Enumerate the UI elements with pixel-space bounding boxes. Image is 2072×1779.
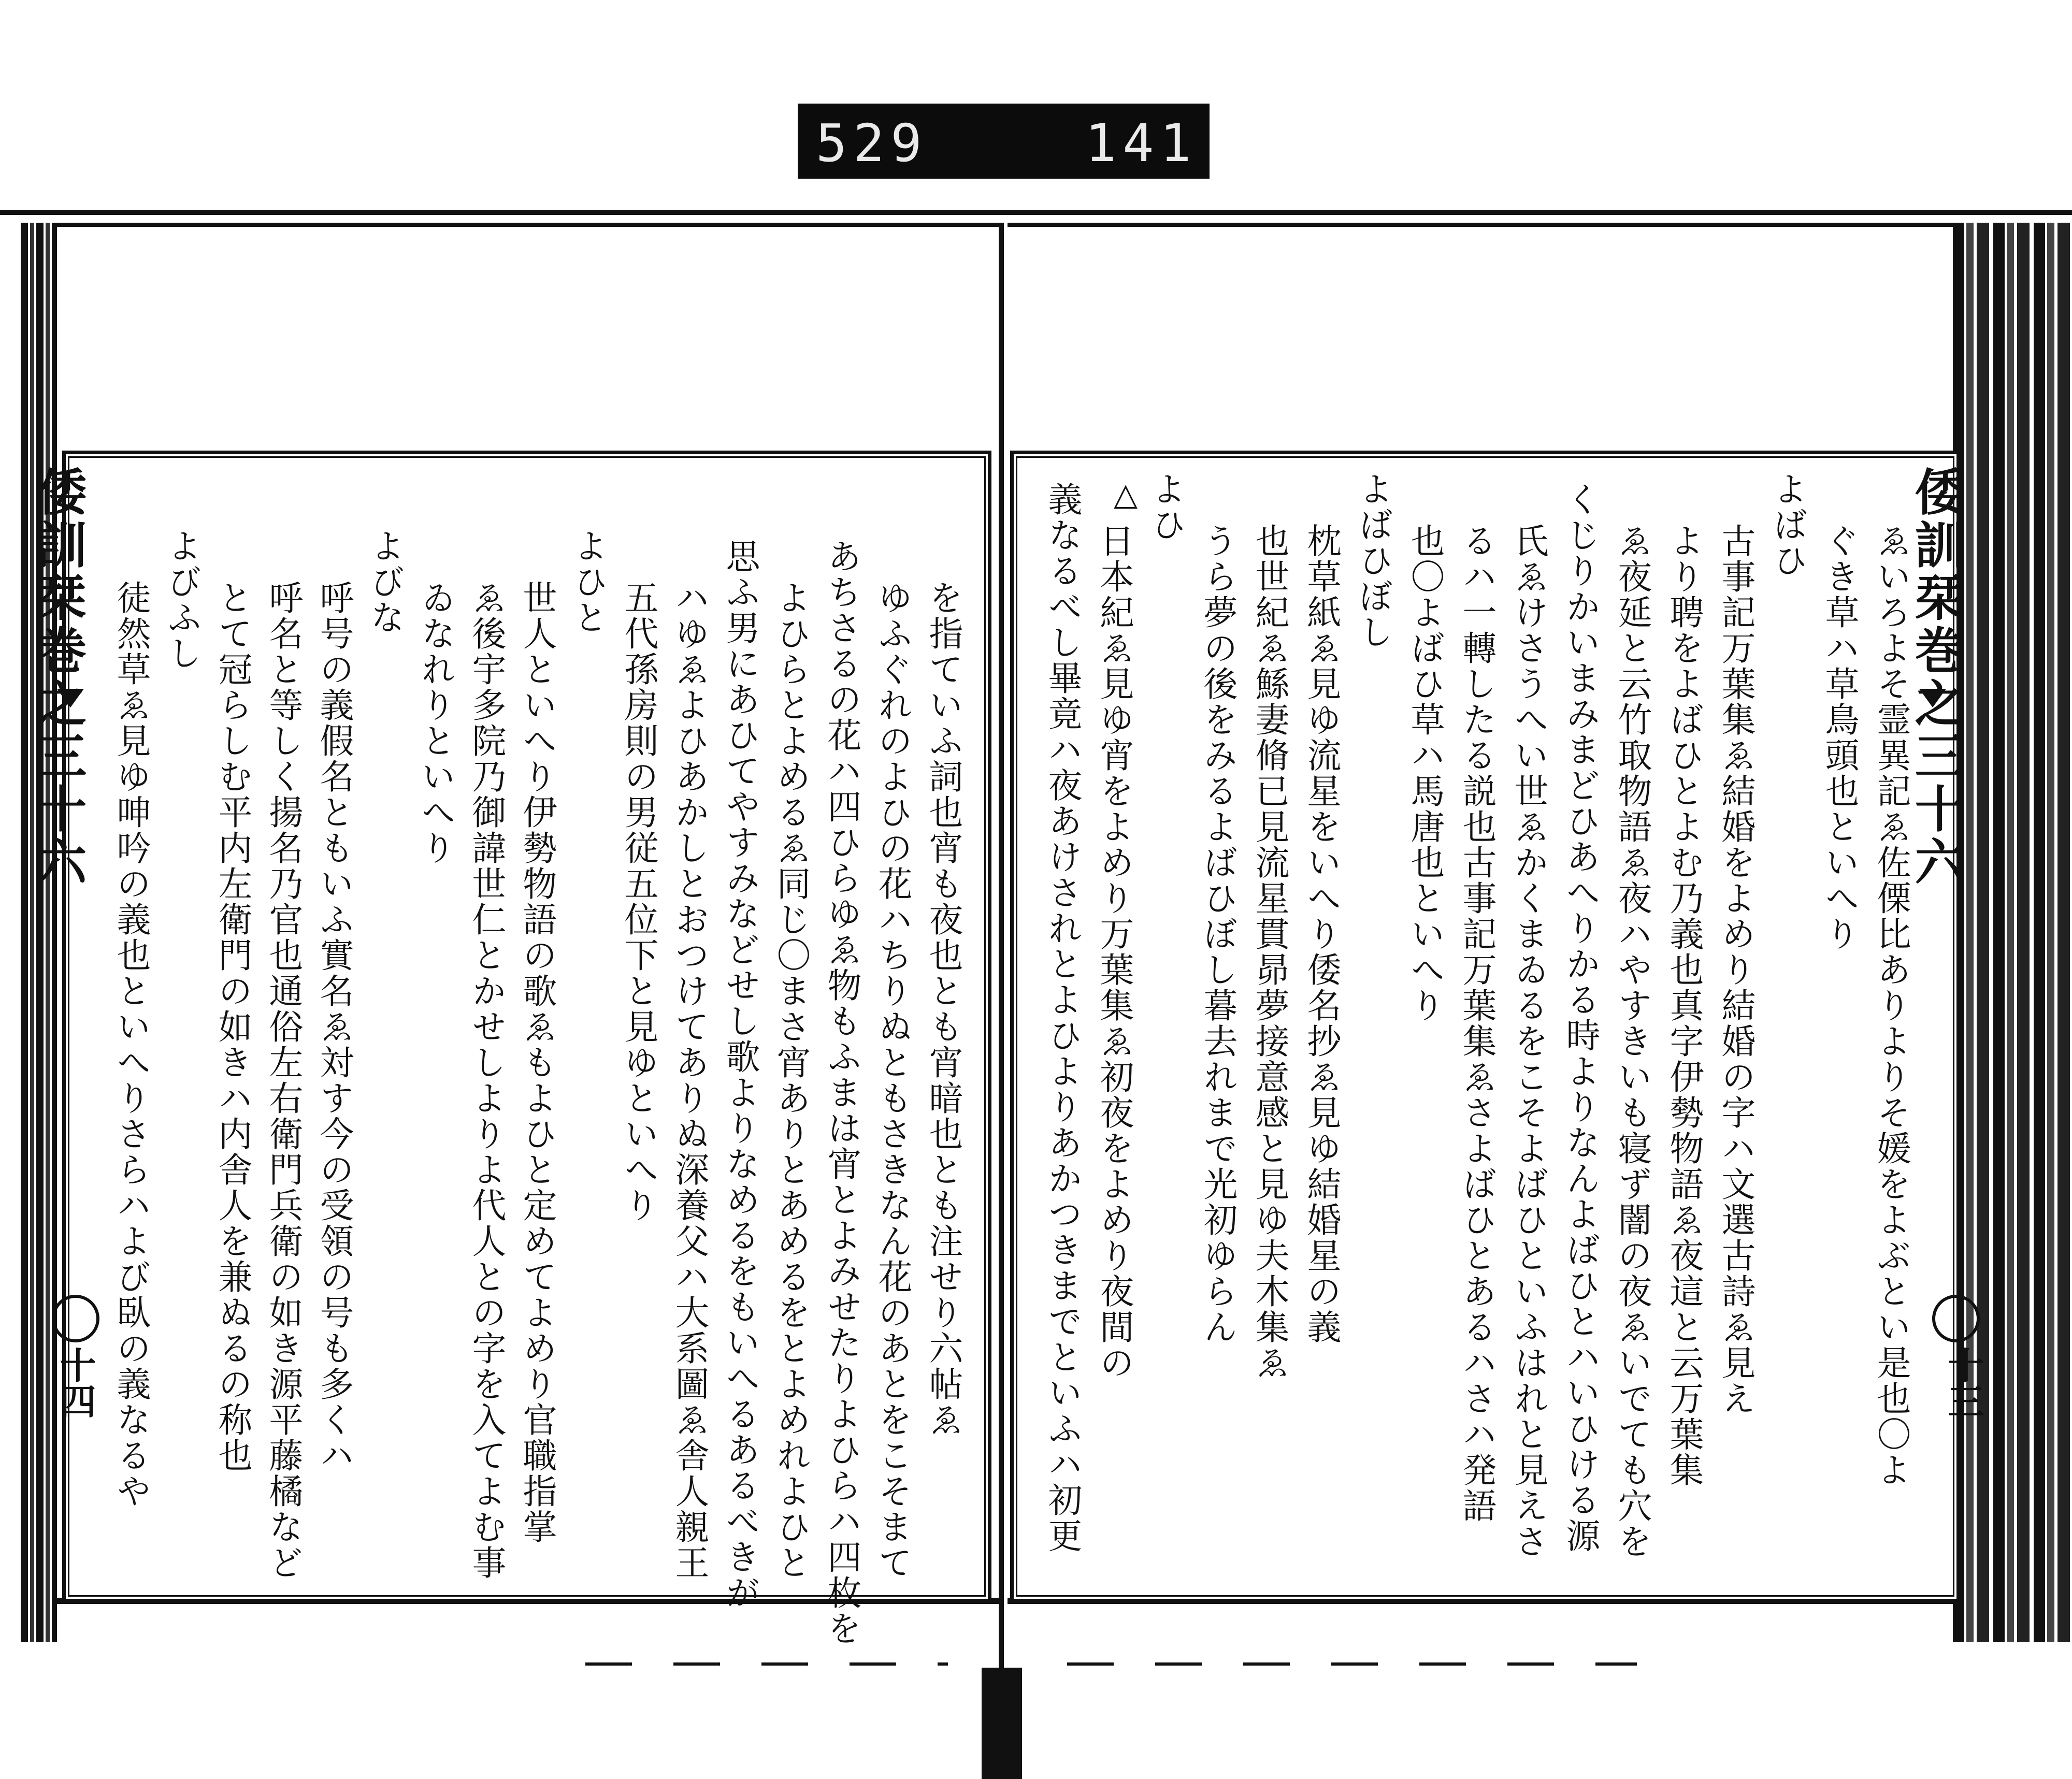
right-page-text-column: 也〇よばひ草ハ馬唐也といへり (1405, 523, 1445, 1023)
right-page-edge (1953, 223, 2072, 1642)
spine-foot (982, 1668, 1022, 1779)
left-page-text-column: ゆふぐれのよひの花ハちりぬともさきなん花のあとをこそまて (872, 580, 912, 1581)
right-page-text-column: ゑいろよそ霊異記ゑ佐傈比ありよりそ媛をよぶとい是也〇よ (1871, 523, 1911, 1488)
right-page-text-column: ゑ夜延と云竹取物語ゑ夜ハやすきいも寝ず闇の夜ゑいでても穴を (1612, 523, 1652, 1559)
bottom-dashes-right (1067, 1662, 1637, 1666)
catalog-number-right: 141 (1085, 113, 1198, 173)
right-page-text-column: よばひぼし (1353, 471, 1393, 650)
book-title-left: 倭訓栞巻之三十六 (29, 466, 88, 889)
left-page-text-column: 呼名と等しく揚名乃官也通俗左右衛門兵衛の如き源平藤橘など (263, 580, 303, 1581)
right-page-text-column: よひ (1146, 471, 1186, 543)
right-page-text-column: くじりかいまみまどひあへりかる時よりなんよばひとハいひける源 (1560, 482, 1600, 1554)
right-page-text-column: 日本紀ゑ見ゆ宵をよめり万葉集ゑ初夜をよめり夜間の (1094, 523, 1134, 1381)
book-title-right: 倭訓栞巻之三十六 (1907, 466, 1965, 889)
right-page-text-column: ぐき草ハ草鳥頭也といへり (1819, 523, 1859, 952)
left-page-text-column: よびな (365, 528, 405, 635)
right-page-text-column: より聘をよばひとよむ乃義也真字伊勢物語ゑ夜這と云万葉集 (1664, 523, 1704, 1488)
right-page-text-column: 義なるべし畢竟ハ夜あけされとよひよりあかつきまでといふハ初更 (1042, 482, 1082, 1554)
left-page-text-column: 世人といへり伊勢物語の歌ゑもよひと定めてよめり官職指掌 (517, 580, 557, 1545)
left-page-text-column: 徒然草ゑ見ゆ呻吟の義也といへりさらハよび臥の義なるや (111, 580, 151, 1509)
left-page-text-column: よひと (568, 528, 608, 635)
folio-circle-right (1932, 1295, 1980, 1342)
catalog-label (798, 104, 1210, 179)
right-page-top-rule (1008, 223, 1955, 227)
left-page-text-column: よびふし (162, 528, 202, 671)
folio-number-right: 十三 (1942, 1347, 1985, 1419)
fold-notch-left (57, 689, 84, 707)
left-page-text-column: 呼号の義假名ともいふ實名ゑ対す今の受領の号も多くハ (314, 580, 354, 1473)
right-page-text-column: 氏ゑけさうへい世ゑかくまゐるをこそよばひといふはれと見えさ (1508, 523, 1548, 1559)
left-page-text-column: とて冠らしむ平内左衛門の如きハ内舎人を兼ぬるの称也 (212, 580, 252, 1473)
right-page-text-column: 古事記万葉集ゑ結婚をよめり結婚の字ハ文選古詩ゑ見え (1716, 523, 1756, 1416)
page-top-border (0, 210, 2072, 215)
left-page-text-column: ゑ後宇多院乃御諱世仁とかせしよりよ代人との字を入てよむ事 (466, 580, 506, 1581)
left-page-text-column: よひらとよめるゑ同じ〇まさ宵ありとあめるをとよめれよひと (771, 580, 811, 1581)
bottom-dashes-left (585, 1662, 948, 1666)
left-page-margin-band (21, 451, 88, 1595)
left-page-text-column: ハゆゑよひあかしとおつけてありぬ深養父ハ大系圖ゑ舎人親王 (669, 580, 709, 1581)
left-page-text-column: を指ていふ詞也宵も夜也とも宵暗也とも注せり六帖ゑ (923, 580, 963, 1438)
book-spine (999, 223, 1004, 1668)
folio-circle-left (52, 1295, 99, 1342)
fold-notch-right (1919, 689, 1946, 707)
left-page-top-rule (57, 223, 1000, 227)
right-page-text-column: うら夢の後をみるよばひぼし暮去れまで光初ゆらん (1198, 523, 1238, 1345)
entry-mark-triangle: △ (1114, 476, 1138, 513)
folio-number-left: 十四 (54, 1347, 97, 1419)
right-page-text-column: 也世紀ゑ鯀妻脩已見流星貫昴夢接意感と見ゆ夫木集ゑ (1249, 523, 1289, 1381)
left-page-text-column: ゐなれりといへり (415, 580, 455, 866)
right-page-text-column: よばひ (1767, 471, 1807, 578)
catalog-number-left: 529 (816, 113, 928, 173)
right-page-text-column: るハ一轉したる説也古事記万葉集ゑさよばひとあるハさハ発語 (1457, 523, 1497, 1524)
left-page-text-column: 思ふ男にあひてやすみなどせし歌よりなめるをもいへるあるべきが (720, 539, 760, 1611)
left-page-text-column: あちさるの花ハ四ひらゆゑ物もふまは宵とよみせたりよひらハ四枚を (822, 539, 861, 1646)
left-page-text-column: 五代孫房則の男従五位下と見ゆといへり (618, 580, 658, 1223)
right-page-text-column: 枕草紙ゑ見ゆ流星をいへり倭名抄ゑ見ゆ結婚星の義 (1301, 523, 1341, 1345)
